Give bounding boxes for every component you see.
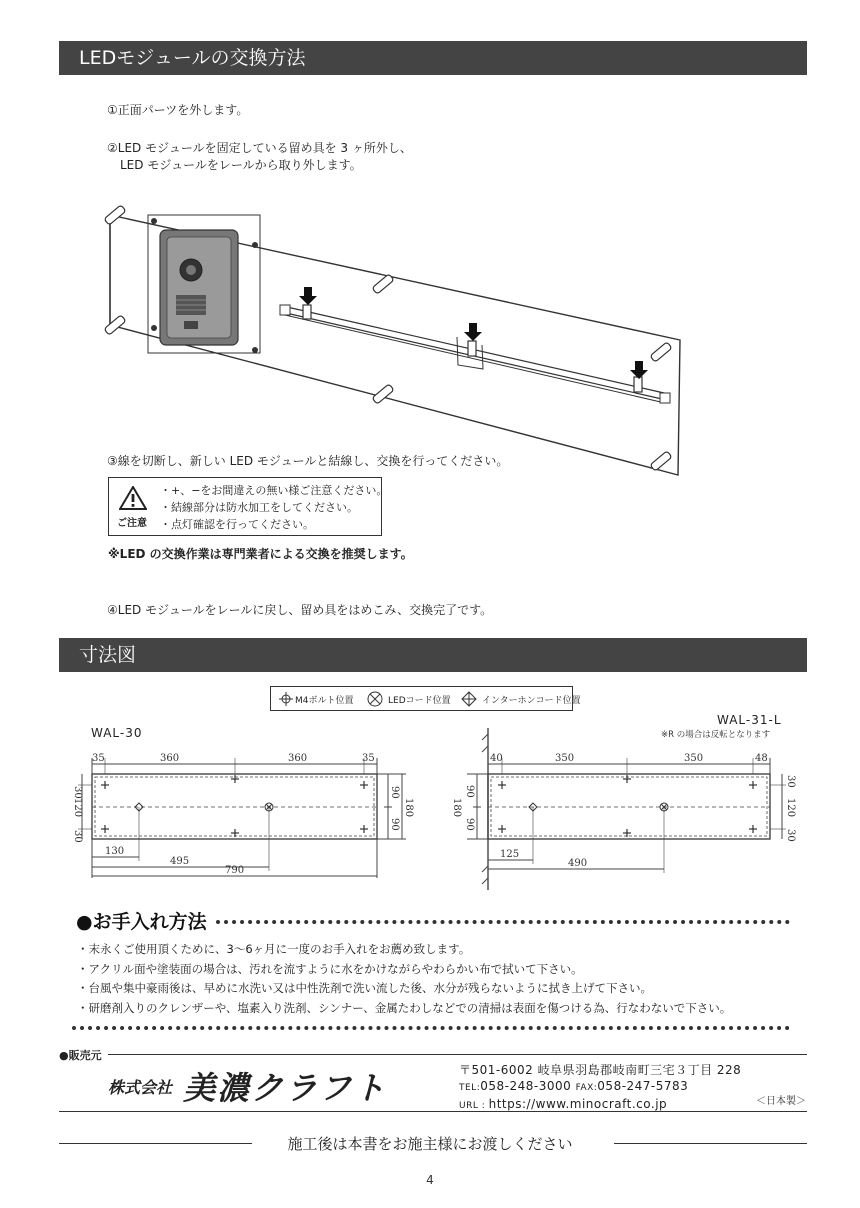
page-number: 4 xyxy=(426,1173,434,1187)
step-4-text: ④LED モジュールをレールに戻し、留め具をはめこみ、交換完了です。 xyxy=(107,603,493,617)
fax-label: FAX: xyxy=(575,1083,598,1093)
wal31-note: ※R の場合は反転となります xyxy=(661,730,771,740)
section-title-dimensions: 寸法図 xyxy=(59,638,807,672)
dim-label: 490 xyxy=(568,858,588,869)
dim-label: 90 xyxy=(464,818,475,831)
company-logo xyxy=(108,1063,387,1109)
care-item: ・末永くご使用頂くために、3〜6ヶ月に一度のお手入れをお薦め致します。 xyxy=(77,942,471,956)
down-arrows xyxy=(299,287,648,379)
dim-label: 130 xyxy=(105,846,125,857)
dim-label: 90 xyxy=(389,786,400,799)
dim-label: 48 xyxy=(755,753,768,764)
dim-label: 120 xyxy=(72,798,83,818)
dim-label: 90 xyxy=(464,785,475,798)
tel-label: TEL: xyxy=(459,1083,481,1093)
website-link[interactable]: https://www.minocraft.co.jp xyxy=(488,1097,668,1111)
company-prefix: 株式会社 xyxy=(108,1078,173,1097)
warning-triangle-icon xyxy=(119,486,147,510)
dim-label: 35 xyxy=(362,753,375,764)
dim-label: 40 xyxy=(490,753,503,764)
dim-label: 120 xyxy=(785,798,796,818)
caution-item: ・点灯確認を行ってください。 xyxy=(160,518,314,531)
fax: 058-247-5783 xyxy=(597,1079,689,1093)
bolt-position-icon xyxy=(279,692,293,706)
dotted-divider xyxy=(216,920,790,924)
caution-item: ・+、−をお間違えの無い様ご注意ください。 xyxy=(160,484,388,497)
dim-label: 350 xyxy=(684,753,704,764)
dim-label: 35 xyxy=(92,753,105,764)
address: 〒501-6002 岐阜県羽島郡岐南町三宅３丁目 228 xyxy=(459,1063,742,1077)
caution-label: ご注意 xyxy=(117,518,147,529)
wal31-title: WAL-31-L xyxy=(717,713,782,727)
divider xyxy=(108,1054,807,1055)
dim-label: 180 xyxy=(403,798,414,818)
step-1-text: ①正面パーツを外します。 xyxy=(107,103,249,117)
wal31-dimension-drawing xyxy=(448,728,808,896)
care-item: ・台風や集中豪雨後は、早めに水洗い又は中性洗剤で洗い流した後、水分が残らないように拭き上げて下さい。 xyxy=(77,981,652,995)
dim-label: 495 xyxy=(170,856,190,867)
caution-list xyxy=(160,482,387,533)
dotted-divider xyxy=(72,1026,790,1030)
dim-label: 30 xyxy=(785,775,796,788)
led-module-illustration xyxy=(90,195,690,485)
legend-led-cord: LEDコード位置 xyxy=(388,696,451,706)
step-2-line2: LED モジュールをレールから取り外します。 xyxy=(120,158,362,172)
led-cord-icon xyxy=(367,691,383,707)
step-2-line1: ②LED モジュールを固定している留め具を 3 ヶ所外し、 xyxy=(107,141,412,155)
company-address-block xyxy=(459,1062,741,1114)
dim-label: 30 xyxy=(72,786,83,799)
caution-item: ・結線部分は防水加工をしてください。 xyxy=(160,501,358,514)
wal30-dimension-drawing xyxy=(60,750,420,885)
divider xyxy=(59,1111,807,1112)
url-label: URL : xyxy=(459,1101,489,1111)
dim-label: 360 xyxy=(160,753,180,764)
dim-label: 180 xyxy=(451,798,462,818)
care-item: ・研磨剤入りのクレンザーや、塩素入り洗剤、シンナー、金属たわしなどでの清掃は表面を傷つける為、行なわないで下さい。 xyxy=(77,1000,732,1015)
step-3-text: ③線を切断し、新しい LED モジュールと結線し、交換を行ってください。 xyxy=(107,454,509,468)
made-in-japan: ＜日本製＞ xyxy=(756,1096,806,1107)
dim-label: 30 xyxy=(72,830,83,843)
dim-label: 125 xyxy=(500,849,520,860)
care-item: ・アクリル面や塗装面の場合は、汚れを流すように水をかけながらやわらかい布で拭いて下さい。 xyxy=(77,961,583,976)
care-list xyxy=(77,940,731,1018)
dim-label: 360 xyxy=(288,753,308,764)
intercom-cord-icon xyxy=(461,691,477,707)
dim-label: 790 xyxy=(225,865,245,876)
wal30-title: WAL-30 xyxy=(91,726,143,740)
dimension-legend xyxy=(270,686,581,711)
legend-bolt: M4ボルト位置 xyxy=(295,696,354,706)
section-title-led-replacement: LEDモジュールの交換方法 xyxy=(59,41,807,75)
care-title: ●お手入れ方法 xyxy=(76,911,207,933)
dim-label: 90 xyxy=(389,818,400,831)
handover-notice: 施工後は本書をお施主様にお渡しください xyxy=(287,1135,573,1153)
seller-label: ●販売元 xyxy=(59,1049,102,1062)
dim-label: 30 xyxy=(785,829,796,842)
dim-label: 350 xyxy=(555,753,575,764)
company-name: 美濃クラフト xyxy=(183,1069,388,1107)
recommend-note: ※LED の交換作業は専門業者による交換を推奨します。 xyxy=(108,547,413,561)
tel: 058-248-3000 xyxy=(480,1079,572,1093)
legend-intercom-cord: インターホンコード位置 xyxy=(482,696,581,706)
